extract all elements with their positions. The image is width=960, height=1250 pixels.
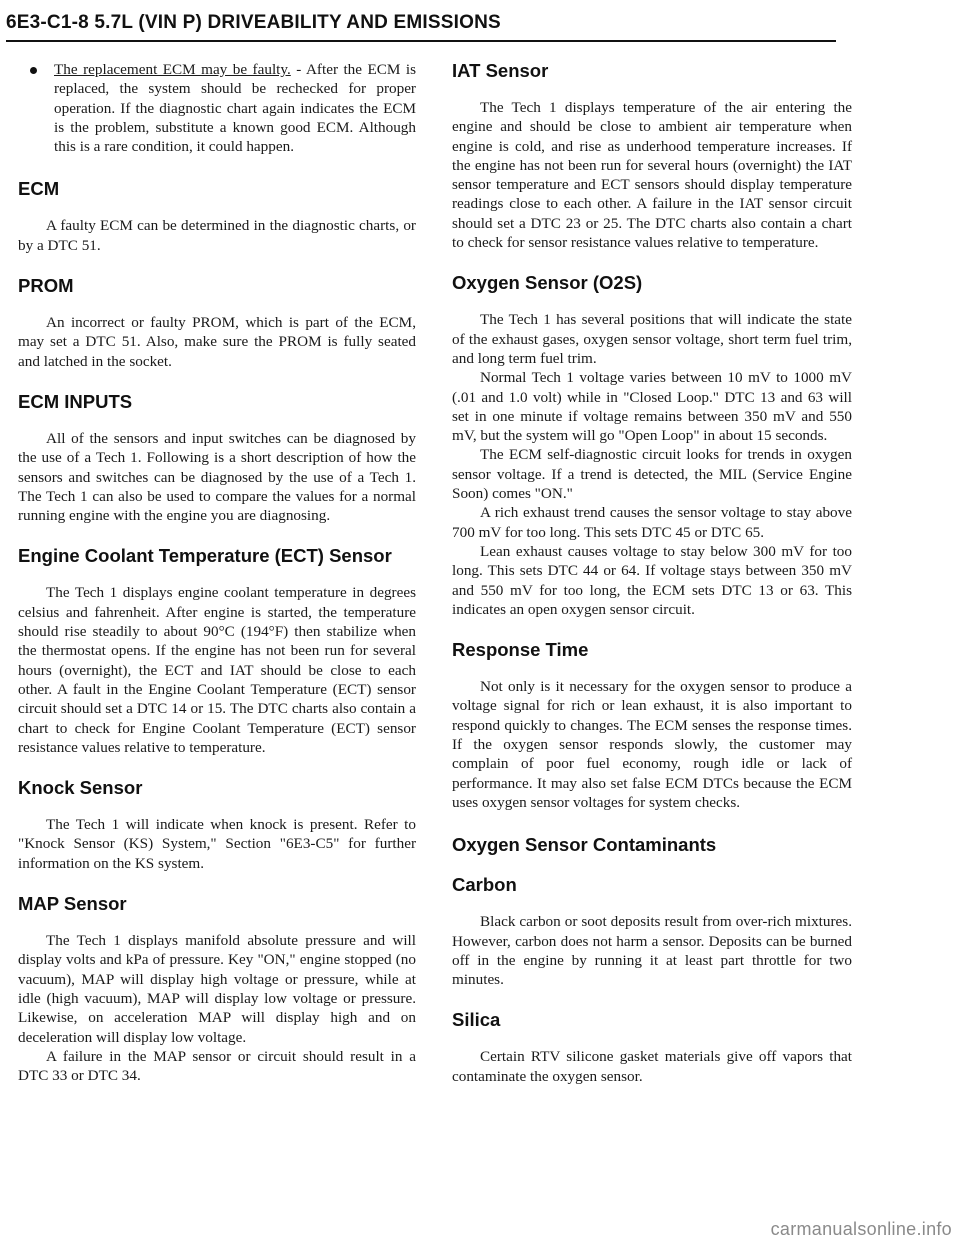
map-body-2: A failure in the MAP sensor or circuit should result in a DTC 33 or DTC 34. <box>18 1047 416 1085</box>
silica-body: Certain RTV silicone gasket materials give off vapors that contaminate the oxygen sensor. <box>452 1048 852 1085</box>
bullet-text: - After the ECM is replaced, the system should be rechecked for proper operation. If the diagnostic chart again indicates the ECM is the problem, substitute a known good ECM. Although this is a rare condition, it could happen. <box>54 61 416 156</box>
heading-oxygen-sensor: Oxygen Sensor (O2S) <box>452 272 643 294</box>
bullet-icon <box>30 67 37 74</box>
header-rule <box>6 40 836 42</box>
bullet-item <box>18 60 416 156</box>
heading-ecm-inputs: ECM INPUTS <box>18 390 133 412</box>
prom-body: An incorrect or faulty PROM, which is part of the ECM, may set a DTC 51. Also, make sure the PROM is fully seated and latched in the socket. <box>18 314 416 370</box>
right-column <box>452 60 852 1086</box>
iat-body: The Tech 1 displays temperature of the air entering the engine and should be close to ambient air temperature when engine is cold, and rise as underhood temperature increases. If the engine has not been run for several hours (overnight) the IAT sensor temperature and ECT sensors should display temperature readings close to each other. A failure in the IAT sensor circuit should set a DTC 23 or 25. The DTC charts also contain a chart to check for sensor resistance values relative to temperature. <box>452 99 852 252</box>
heading-response-time: Response Time <box>452 639 589 661</box>
ecm-body: A faulty ECM can be determined in the diagnostic charts, or by a DTC 51. <box>18 217 416 254</box>
heading-map-sensor: MAP Sensor <box>18 893 127 915</box>
heading-ect-sensor: Engine Coolant Temperature (ECT) Sensor <box>18 545 392 567</box>
watermark: carmanualsonline.info <box>770 1219 952 1239</box>
bullet-lead: The replacement ECM may be faulty. <box>54 61 291 78</box>
ecm-inputs-body: All of the sensors and input switches can be diagnosed by the use of a Tech 1. Following is a short description of how the sensors and switches can be diagnosed by the use of a Tech 1. The Tech 1 can also be used to compare the values for a normal running engine with the engine you are diagnosing. <box>18 429 416 525</box>
o2s-p1: The Tech 1 has several positions that will indicate the state of the exhaust gases, oxygen sensor voltage, short term fuel trim, and long term fuel trim. <box>452 311 852 367</box>
map-body-1: The Tech 1 displays manifold absolute pressure and will display volts and kPa of pressure. Key "ON," engine stopped (no vacuum), MAP will display high voltage or pressure, while at idle (high vacuum), MAP will display low voltage or pressure. Likewise, on acceleration MAP will display high and on deceleration will display low voltage. <box>18 932 416 1046</box>
page-header <box>0 6 960 42</box>
heading-silica: Silica <box>452 1009 501 1031</box>
heading-iat-sensor: IAT Sensor <box>452 60 549 81</box>
page-title: 6E3-C1-8 5.7L (VIN P) DRIVEABILITY AND EMISSIONS <box>6 12 501 33</box>
left-column <box>18 60 416 1085</box>
bullet-paragraph <box>54 60 416 156</box>
o2s-p4: A rich exhaust trend causes the sensor voltage to stay above 700 mV for too long. This sets DTC 45 or DTC 65. <box>452 504 852 541</box>
heading-carbon: Carbon <box>452 874 517 896</box>
knock-body: The Tech 1 will indicate when knock is present. Refer to "Knock Sensor (KS) System," Section "6E3-C5" for further information on the KS system. <box>18 816 416 872</box>
carbon-body: Black carbon or soot deposits result from over-rich mixtures. However, carbon does not harm a sensor. Deposits can be burned off in the engine by running it at least part throttle for two minutes. <box>452 913 852 989</box>
heading-knock-sensor: Knock Sensor <box>18 777 143 799</box>
heading-contaminants: Oxygen Sensor Contaminants <box>452 834 717 856</box>
o2s-p2: Normal Tech 1 voltage varies between 10 mV to 1000 mV (.01 and 1.0 volt) while in "Closed Loop." DTC 13 and 63 will set in one minute if voltage remains between 350 mV and 550 mV, but the system will go "Open Loop" in about 15 seconds. <box>452 369 852 445</box>
heading-prom: PROM <box>18 275 74 297</box>
response-body: Not only is it necessary for the oxygen sensor to produce a voltage signal for rich or lean exhaust, it is also important to respond quickly to changes. The ECM senses the response times. If the oxygen sensor responds slowly, the customer may complain of poor fuel economy, rough idle or lack of performance. It may also set false ECM DTCs because the ECM uses oxygen sensor voltages for system checks. <box>452 678 852 811</box>
heading-ecm: ECM <box>18 178 60 200</box>
ect-body: The Tech 1 displays engine coolant temperature in degrees celsius and fahrenheit. After engine is started, the temperature should rise steadily to about 90°C (194°F) then stabilize when the thermostat opens. If the engine has not been run for several hours (overnight), the ECT and IAT should be close to each other. A fault in the Engine Coolant Temperature (ECT) sensor circuit should set a DTC 14 or 15. The DTC charts also contain a chart to check for Engine Coolant Temperature (ECT) sensor resistance values relative to temperature. <box>18 584 416 756</box>
o2s-p5: Lean exhaust causes voltage to stay below 300 mV for too long. This sets DTC 44 or 64. If voltage stays between 350 mV and 550 mV for too long, the ECM sets DTC 13 or 63. This indicates an open oxygen sensor circuit. <box>452 542 852 618</box>
o2s-p3: The ECM self-diagnostic circuit looks for trends in oxygen sensor voltage. If a trend is detected, the MIL (Service Engine Soon) comes "ON." <box>452 446 852 503</box>
